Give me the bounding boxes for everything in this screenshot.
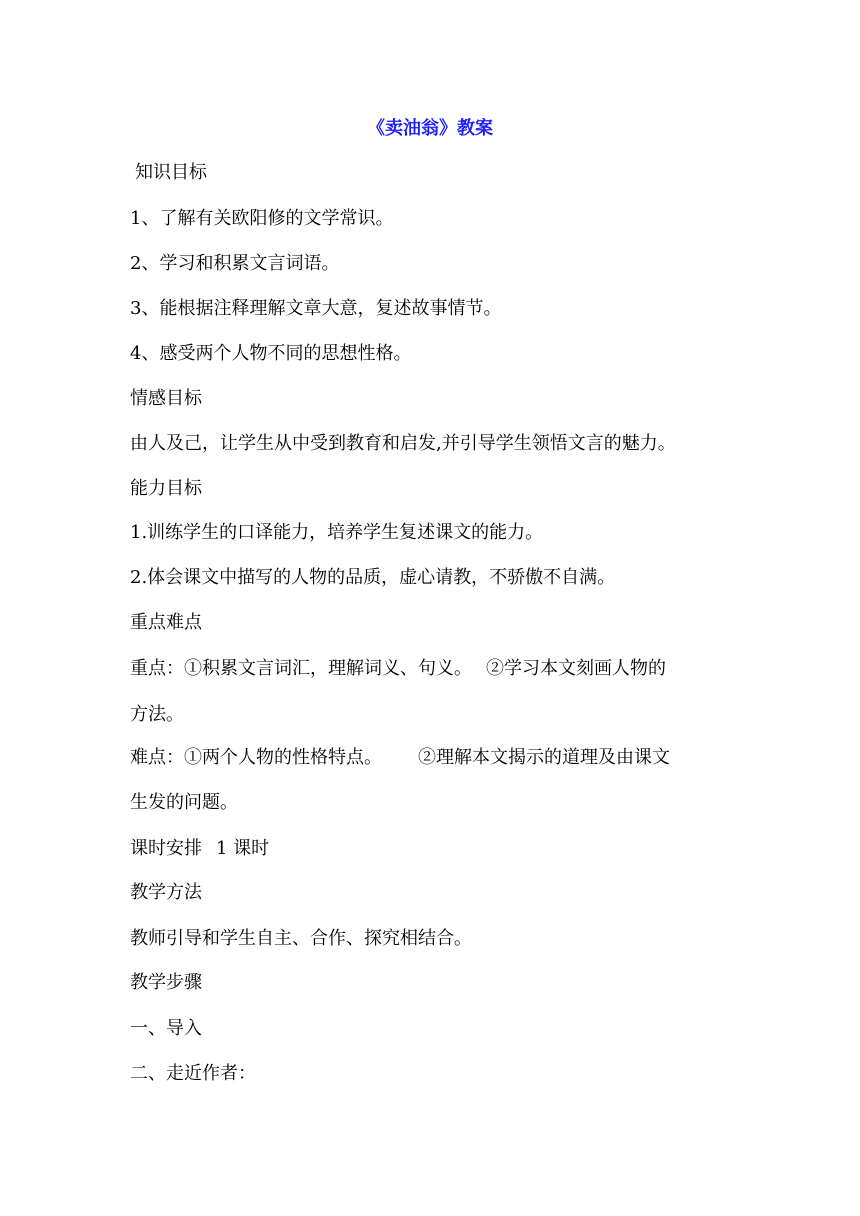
knowledge-item-1: 1、了解有关欧阳修的文学常识。 bbox=[130, 208, 394, 229]
difficult-points-label: 难点： bbox=[130, 747, 184, 768]
document-title: 《卖油翁》教案 bbox=[367, 118, 493, 139]
difficult-points-part1: ①两个人物的性格特点。 bbox=[184, 747, 382, 768]
knowledge-item-2: 2、学习和积累文言词语。 bbox=[130, 253, 340, 274]
key-points-part1: ①积累文言词汇，理解词义、句义。 bbox=[184, 658, 472, 679]
schedule-label: 课时安排 bbox=[130, 838, 202, 859]
ability-item-2: 2.体会课文中描写的人物的品质，虚心请教，不骄傲不自满。 bbox=[130, 567, 616, 588]
ability-heading: 能力目标 bbox=[130, 478, 202, 499]
difficult-points-part2: ②理解本文揭示的道理及由课文 bbox=[418, 747, 670, 768]
knowledge-heading: 知识目标 bbox=[135, 162, 207, 183]
key-heading: 重点难点 bbox=[130, 612, 202, 633]
knowledge-item-4: 4、感受两个人物不同的思想性格。 bbox=[130, 343, 412, 364]
knowledge-item-3: 3、能根据注释理解文章大意，复述故事情节。 bbox=[130, 298, 502, 319]
key-points-label: 重点： bbox=[130, 658, 184, 679]
ability-item-1: 1.训练学生的口译能力，培养学生复述课文的能力。 bbox=[130, 522, 544, 543]
key-points-part2: ②学习本文刻画人物的 bbox=[486, 658, 666, 679]
key-points-line bbox=[130, 656, 666, 682]
step-item-1: 一、导入 bbox=[130, 1018, 202, 1039]
steps-heading: 教学步骤 bbox=[130, 972, 202, 993]
step-item-2: 二、走近作者： bbox=[130, 1063, 256, 1084]
schedule-value: 1 课时 bbox=[216, 838, 270, 859]
method-text: 教师引导和学生自主、合作、探究相结合。 bbox=[130, 928, 472, 949]
difficult-points-continuation: 生发的问题。 bbox=[130, 792, 238, 813]
method-heading: 教学方法 bbox=[130, 882, 202, 903]
difficult-points-line bbox=[130, 745, 670, 771]
emotion-heading: 情感目标 bbox=[130, 388, 202, 409]
key-points-continuation: 方法。 bbox=[130, 704, 184, 725]
schedule-line bbox=[130, 836, 269, 862]
emotion-text: 由人及己，让学生从中受到教育和启发,并引导学生领悟文言的魅力。 bbox=[130, 433, 676, 454]
